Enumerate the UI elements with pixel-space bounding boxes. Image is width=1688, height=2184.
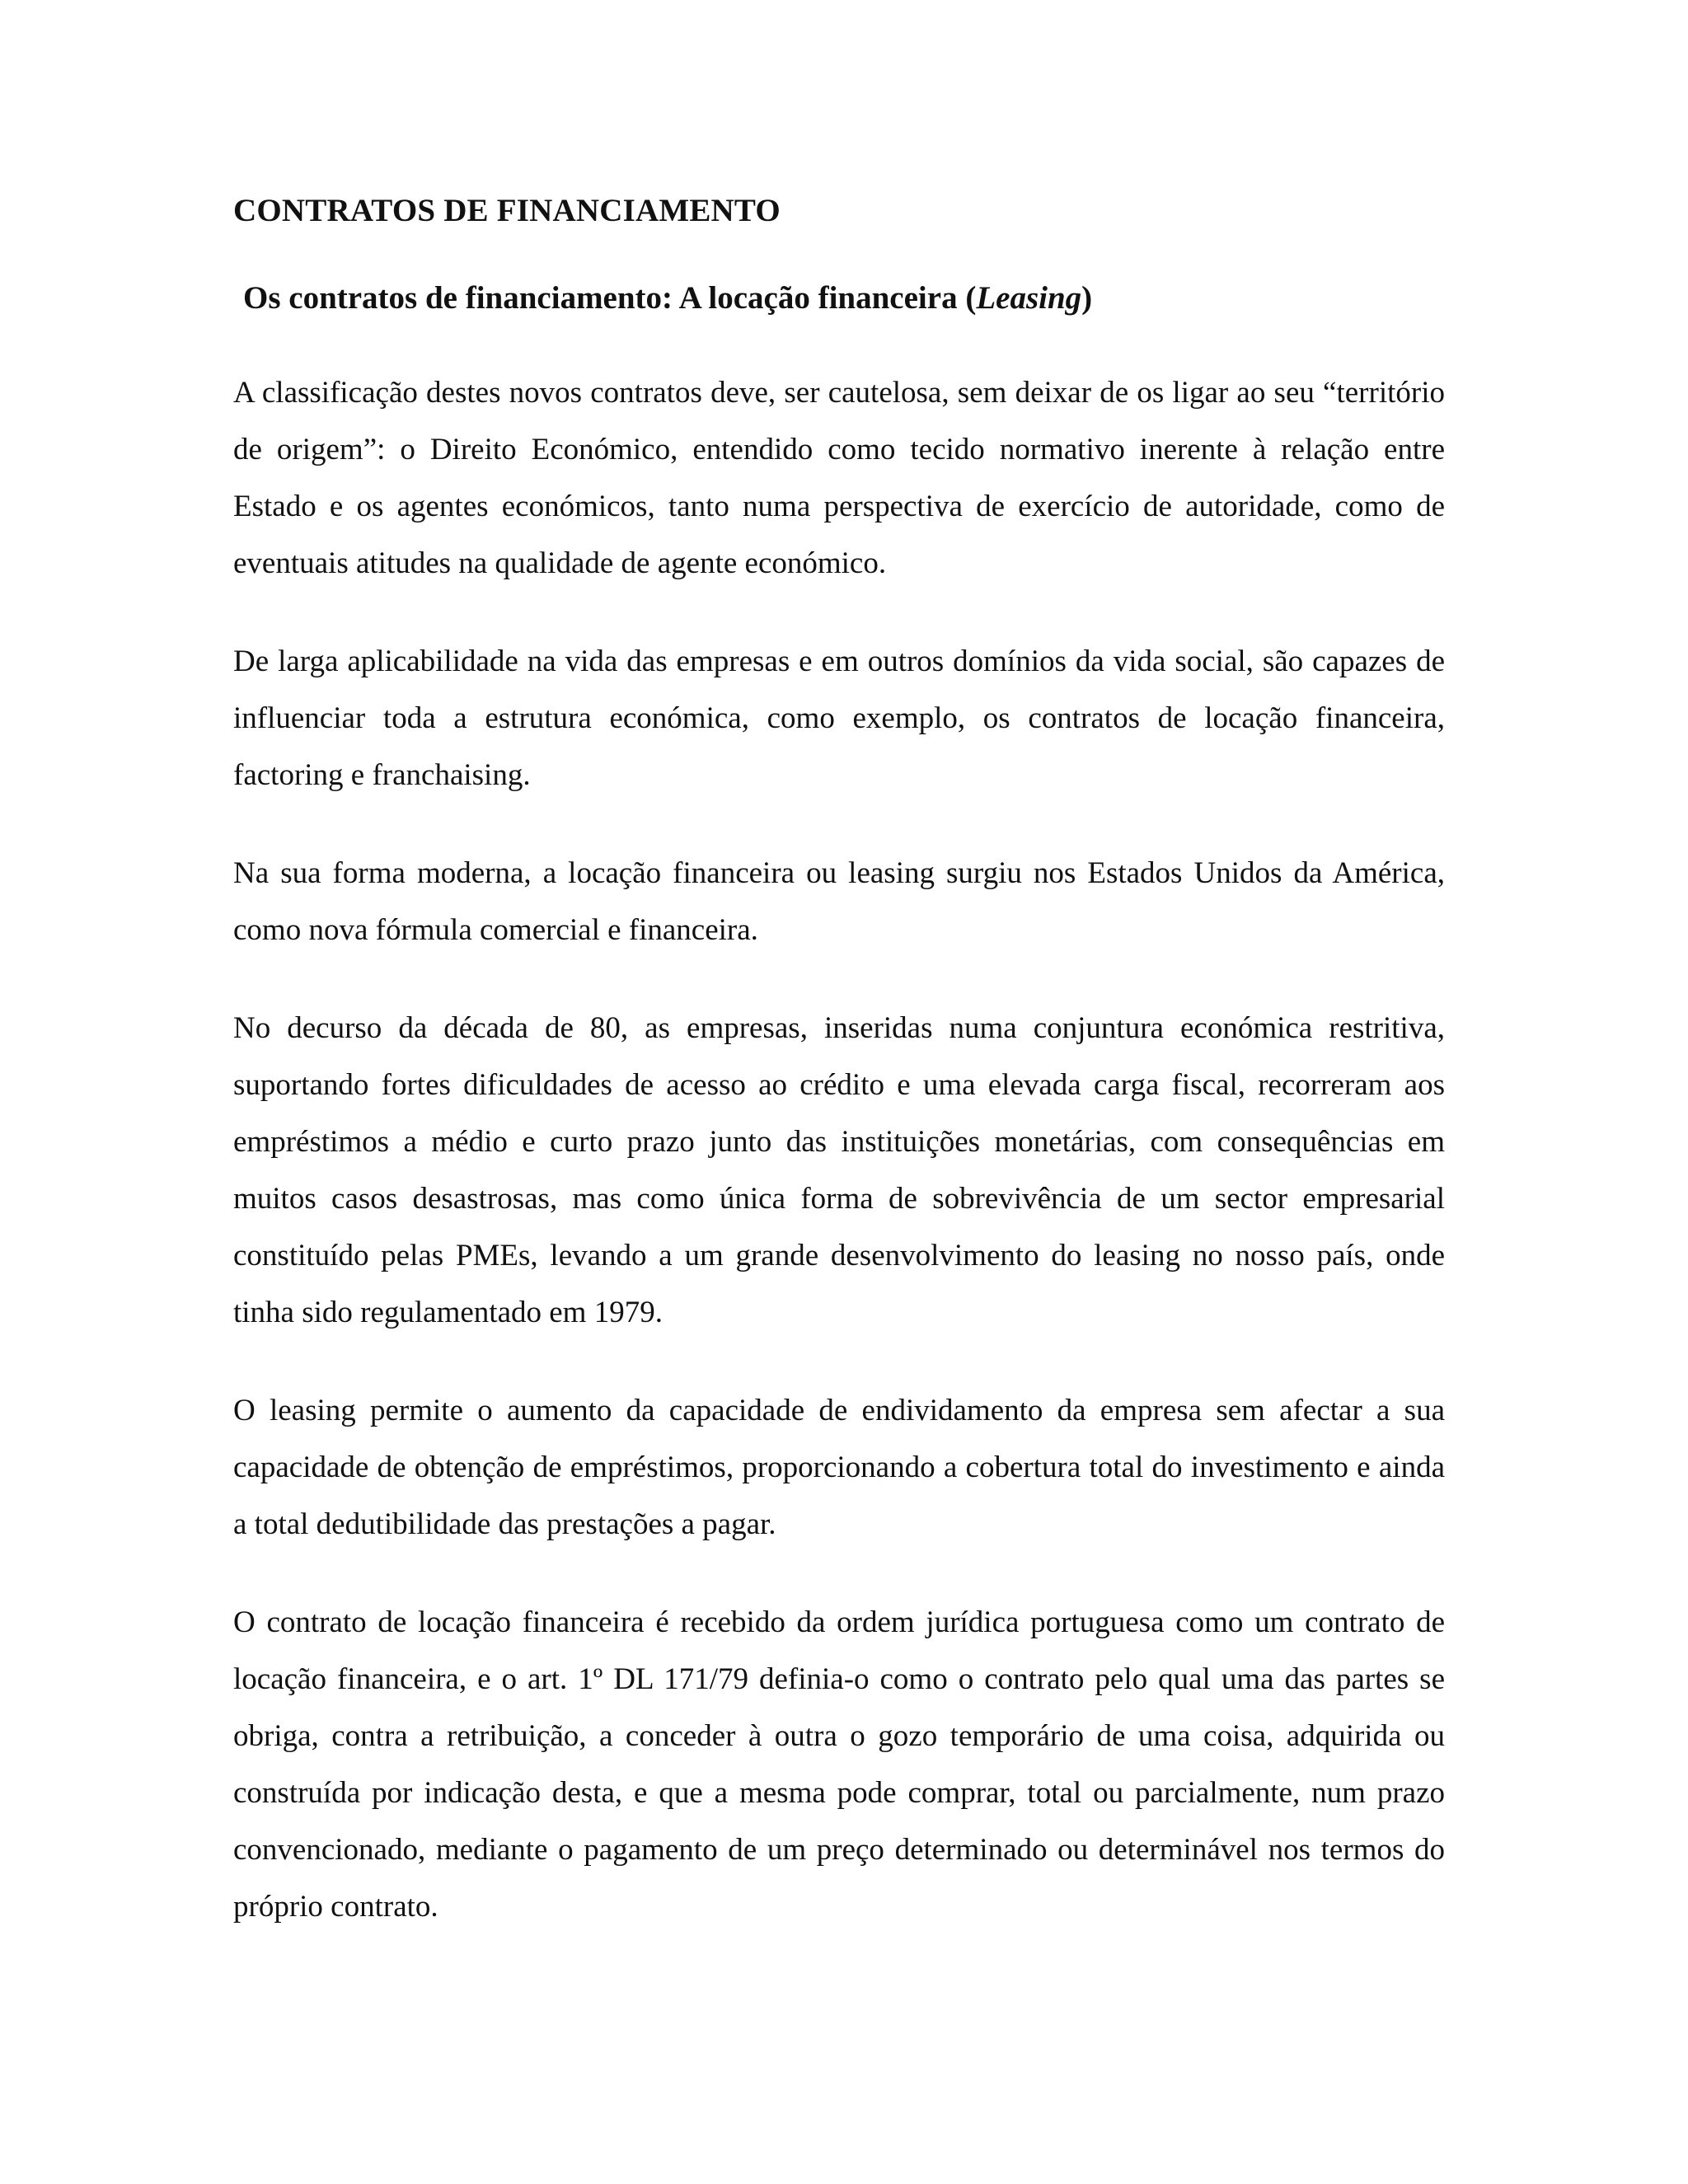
document-subtitle — [243, 277, 1445, 320]
document-title: CONTRATOS DE FINANCIAMENTO — [233, 193, 781, 228]
subtitle-italic-term: Leasing — [976, 280, 1082, 316]
paragraph-applicability: De larga aplicabilidade na vida das empresas e em outros domínios da vida social, são capazes de influenciar toda a estrutura económica, como exemplo, os contratos de locação financeira, factoring e franchaising. — [233, 644, 1445, 792]
paragraph-classification: A classificação destes novos contratos deve, ser cautelosa, sem deixar de os ligar ao seu “território de origem”: o Direito Económico, entendido como tecido normativo inerente à relação entre Estado e os agentes económicos, tanto numa perspectiva de exercício de autoridade, como de eventuais atitudes na qualidade de agente económico. — [233, 376, 1445, 580]
subtitle-closing: ) — [1081, 280, 1093, 316]
paragraph-eighties: No decurso da década de 80, as empresas, inseridas numa conjuntura económica restritiva, suportando fortes dificuldades de acesso ao crédito e uma elevada carga fiscal, recorreram aos empréstimos a médio e curto prazo junto das instituições monetárias, com consequências em muitos casos desastrosas, mas como única forma de sobrevivência de um sector empresarial constituído pelas PMEs, levando a um grande desenvolvimento do leasing no nosso país, onde tinha sido regulamentado em 1979. — [233, 1011, 1445, 1329]
document-body — [233, 190, 1445, 1976]
paragraph-modern-form: Na sua forma moderna, a locação financeira ou leasing surgiu nos Estados Unidos da América, como nova fórmula comercial e financeira. — [233, 856, 1445, 947]
paragraph-leasing-benefits: O leasing permite o aumento da capacidade de endividamento da empresa sem afectar a sua capacidade de obtenção de empréstimos, proporcionando a cobertura total do investimento e ainda a total dedutibilidade das prestações a pagar. — [233, 1394, 1445, 1541]
subtitle-text: Os contratos de financiamento: A locação financeira ( — [243, 280, 977, 316]
paragraph-legal-definition: O contrato de locação financeira é recebido da ordem jurídica portuguesa como um contrato de locação financeira, e o art. 1º DL 171/79 definia-o como o contrato pelo qual uma das partes se obriga, contra a retribuição, a conceder à outra o gozo temporário de uma coisa, adquirida ou construída por indicação desta, e que a mesma pode comprar, total ou parcialmente, num prazo convencionado, mediante o pagamento de um preço determinado ou determinável nos termos do próprio contrato. — [233, 1605, 1445, 1924]
